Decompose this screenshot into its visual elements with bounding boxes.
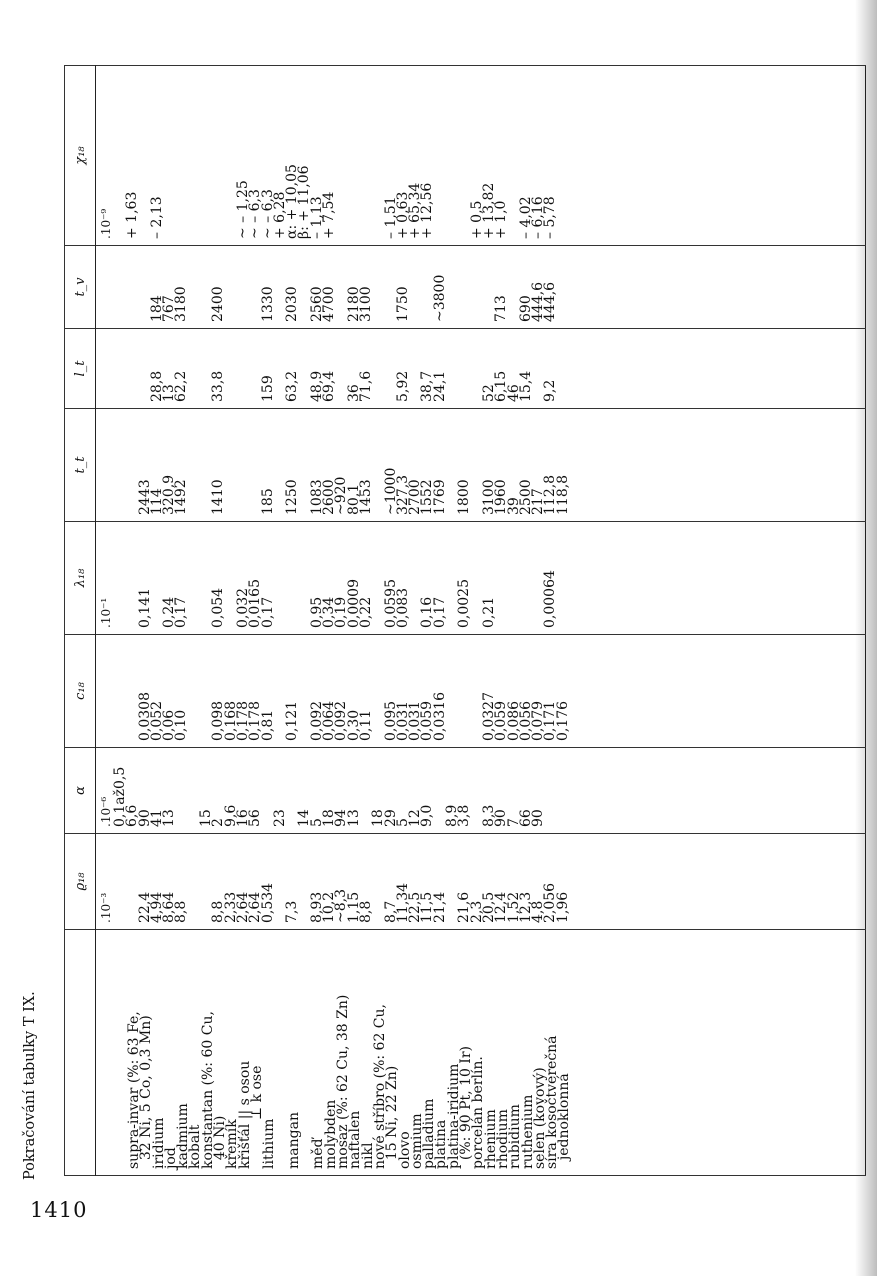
header-susceptibility: χ₁₈ [65, 66, 96, 246]
header-conductivity: λ₁₈ [65, 522, 96, 635]
table-caption: Pokračování tabulky T IX. [22, 991, 38, 1180]
column-specific-heat [96, 635, 866, 748]
column-melting-point-values: 2443 114 320,9 1492 1410 185 1250 1083 2600 ~920 80,1 1453 ~1000 327,3 2700 1552 1769 1800 3100 1960 39 2500 217 112,8 118,8 [136, 467, 571, 515]
properties-table [64, 65, 866, 1176]
column-latent-heat-values: 28,8 13 62,2 33,8 159 63,2 48,9 69,4 36 71,6 5,92 38,7 24,1 52 6,15 46 15,4 9,2 [148, 370, 559, 402]
header-name [65, 930, 96, 1176]
header-latent-heat: l_t [65, 329, 96, 409]
unit-specific-heat [100, 639, 114, 741]
unit-susceptibility: .10⁻⁹ [99, 208, 113, 239]
unit-conductivity: .10⁻¹ [99, 597, 113, 628]
column-susceptibility-values: + 1,63 – 2,13 ~ – 1,25 ~ – 6,3 ~ – 6,3 + 6,28 α: + 10,05 β: + 11,06 – 1,13 + 7,54 – 1,51 + 0,63 + 65,34 + 12,56 + 0,5 + 13,82 + 1,0 – 4,02 – 6,16 – 5,78 [124, 164, 559, 239]
unit-expansion: .10⁻⁶ [99, 796, 113, 827]
column-density [96, 834, 866, 930]
rotated-table-page [20, 20, 860, 1180]
header-boiling-point: t_v [65, 246, 96, 329]
header-melting-point: t_t [65, 409, 96, 522]
page-number: 1410 [30, 1198, 88, 1222]
unit-density: .10⁻³ [99, 892, 113, 923]
header-specific-heat: c₁₈ [65, 635, 96, 748]
column-latent-heat [96, 329, 866, 409]
column-specific-heat-values: 0,0308 0,052 0,06 0,10 0,098 0,168 0,178 0,178 0,81 0,121 0,092 0,064 0,092 0,30 0,11 0,095 0,031 0,031 0,059 0,0316 0,0327 0,059 0,086 0,056 0,079 0,171 0,176 [136, 692, 571, 741]
column-boiling-point-values: 184 767 3180 2400 1330 2030 2560 4700 2180 3100 1750 ~3800 713 690 444,6 444,6 [148, 274, 559, 322]
unit-latent-heat [100, 333, 114, 402]
header-row [65, 66, 96, 1176]
header-density: ϱ₁₈ [65, 834, 96, 930]
column-substance-names: supra-invar (%: 63 Fe, 32 Ni, 5 Co, 0,3 Mn) iridium jod kadmium kobalt konstantan (%: 60 Cu, 40 Ni) křemík křišťál || s osou ⊥ k ose lithium mangan měď molybden mosaz (%: 62 Cu, 38 Zn) naftalen nikl nové stříbro (%: 62 Cu, 15 Ni, 22 Zn) olovo osmium palladium platina platina-iridium (%: 90 Pt, 10 Ir) porcelán berlín. rhenium rhodium rubidium ruthenium selen (kovový) síra kosočtverečná jednoklonná [96, 930, 866, 1176]
column-expansion-values: 0,1až0,5 6,6 90 41 13 15 2 9,6 16 56 23 14 5 18 94 13 18 29 5 12 9,0 8,9 3,8 8,3 90 7 66 90 [112, 766, 547, 827]
column-conductivity-values: 0,141 0,24 0,17 0,054 0,032 0,0165 0,17 0,95 0,34 0,19 0,0009 0,22 0,0595 0,083 0,16 0,17 0,0025 0,21 0,00064 [136, 570, 559, 628]
unit-melting-point [100, 413, 114, 515]
column-boiling-point [96, 246, 866, 329]
column-susceptibility [96, 66, 866, 246]
column-conductivity [96, 522, 866, 635]
table-body-row [96, 66, 866, 1176]
header-expansion: α [65, 748, 96, 834]
column-melting-point [96, 409, 866, 522]
column-density-values: 22,4 4,94 8,64 8,8 8,8 2,33 2,64 2,64 0,534 7,3 8,93 10,2 ~8,3 1,15 8,8 8,7 11,34 22,5 11,5 21,4 21,6 2,3 20,5 12,4 1,52 12,3 4,8 2,056 1,96 [136, 882, 571, 923]
column-expansion [96, 748, 866, 834]
unit-boiling-point [100, 250, 114, 322]
